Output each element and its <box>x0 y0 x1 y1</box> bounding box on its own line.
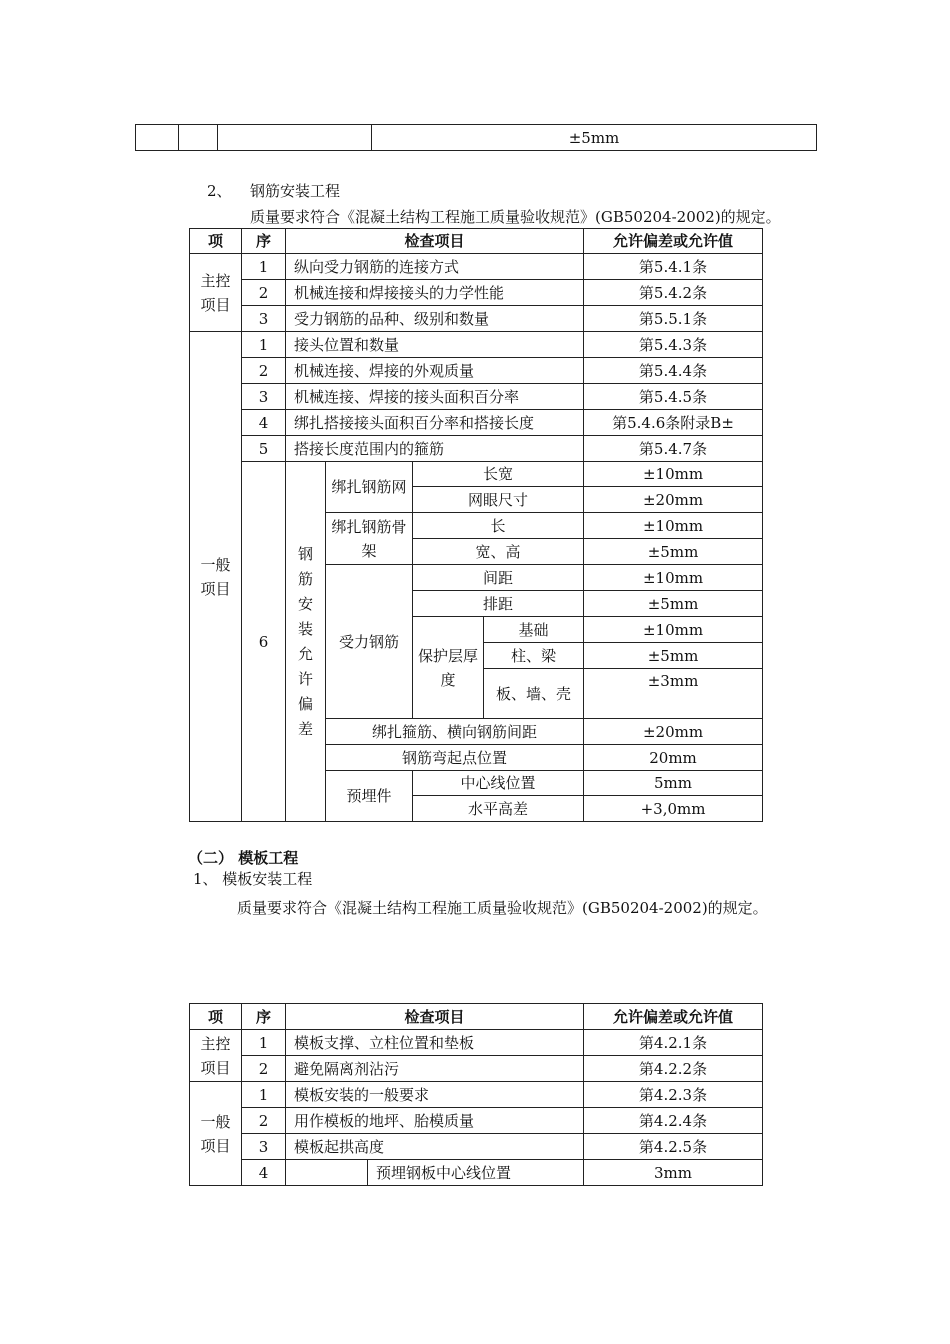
formwork-inspection-table <box>189 1003 763 1186</box>
row-value: 第4.2.3条 <box>584 1082 763 1108</box>
row-item: 机械连接和焊接接头的力学性能 <box>286 280 584 306</box>
row-number: 3 <box>242 384 286 410</box>
vertical-char: 钢 <box>297 544 313 563</box>
section-number: 2、 <box>207 182 232 200</box>
header-sequence: 序 <box>242 1004 286 1030</box>
row-item: 搭接长度范围内的箍筋 <box>286 436 584 462</box>
header-category: 项 <box>190 229 242 254</box>
row-item: 纵向受力钢筋的连接方式 <box>286 254 584 280</box>
slab-label: 板、墙、壳 <box>484 669 584 719</box>
row-value: 第5.4.4条 <box>584 358 763 384</box>
row-number: 5 <box>242 436 286 462</box>
row-number: 1 <box>242 1030 286 1056</box>
row-item: 机械连接、焊接的接头面积百分率 <box>286 384 584 410</box>
row-value: 第5.4.5条 <box>584 384 763 410</box>
frame-length-value: ±10mm <box>584 513 763 539</box>
row-item: 绑扎搭接接头面积百分率和搭接长度 <box>286 410 584 436</box>
row-value: 第5.4.1条 <box>584 254 763 280</box>
section-heading: 钢筋安装工程 <box>250 182 341 200</box>
slab-value: ±3mm <box>584 669 763 719</box>
row-value: 第5.4.3条 <box>584 332 763 358</box>
level-label: 水平高差 <box>413 796 584 822</box>
row-blank <box>286 1160 368 1186</box>
row-value: 第4.2.1条 <box>584 1030 763 1056</box>
center-label: 中心线位置 <box>413 771 584 796</box>
frame-wh-label: 宽、高 <box>413 539 584 565</box>
embed-label: 预埋件 <box>326 771 413 822</box>
top-table-cell <box>179 125 218 151</box>
row-number: 3 <box>242 1134 286 1160</box>
section-b-note: 质量要求符合《混凝土结构工程施工质量验收规范》(GB50204-2002)的规定。 <box>237 899 768 917</box>
section-b-heading: （二） 模板工程 <box>188 849 299 867</box>
row-number: 2 <box>242 1108 286 1134</box>
frame-length-label: 长 <box>413 513 584 539</box>
row-value: 第5.4.7条 <box>584 436 763 462</box>
row-number: 3 <box>242 306 286 332</box>
row-item: 模板安装的一般要求 <box>286 1082 584 1108</box>
row-value: 第4.2.2条 <box>584 1056 763 1082</box>
column-label: 柱、梁 <box>484 643 584 669</box>
top-table-cell <box>136 125 179 151</box>
top-table-cell <box>218 125 372 151</box>
vertical-char: 装 <box>297 619 313 638</box>
frame-wh-value: ±5mm <box>584 539 763 565</box>
row-value: 第4.2.5条 <box>584 1134 763 1160</box>
row-item: 用作模板的地坪、胎模质量 <box>286 1108 584 1134</box>
mesh-label: 绑扎钢筋网 <box>326 462 413 513</box>
row-number: 1 <box>242 1082 286 1108</box>
force-rebar-label: 受力钢筋 <box>326 565 413 719</box>
stirrup-value: ±20mm <box>584 719 763 745</box>
mesh-eye-value: ±20mm <box>584 487 763 513</box>
row-spacing-label: 排距 <box>413 591 584 617</box>
row-item: 模板起拱高度 <box>286 1134 584 1160</box>
vertical-char: 筋 <box>297 569 313 588</box>
header-sequence: 序 <box>242 229 286 254</box>
group-main-control: 主控项目 <box>190 1030 242 1082</box>
row-value: 第5.5.1条 <box>584 306 763 332</box>
section-b-subheading: 1、 模板安装工程 <box>193 870 313 888</box>
header-check-item: 检查项目 <box>286 229 584 254</box>
row-item: 受力钢筋的品种、级别和数量 <box>286 306 584 332</box>
cover-thickness-label: 保护层厚度 <box>413 617 484 719</box>
row-value: 第5.4.6条附录B± <box>584 410 763 436</box>
header-check-item: 检查项目 <box>286 1004 584 1030</box>
level-value: +3,0mm <box>584 796 763 822</box>
row-spacing-value: ±5mm <box>584 591 763 617</box>
row-value: 3mm <box>584 1160 763 1186</box>
row-number: 6 <box>242 462 286 822</box>
group-general: 一般项目 <box>190 332 242 822</box>
mesh-eye-label: 网眼尺寸 <box>413 487 584 513</box>
center-value: 5mm <box>584 771 763 796</box>
stirrup-label: 绑扎箍筋、横向钢筋间距 <box>326 719 584 745</box>
group-general: 一般项目 <box>190 1082 242 1186</box>
frame-label: 绑扎钢筋骨架 <box>326 513 413 565</box>
header-tolerance: 允许偏差或允许值 <box>584 229 763 254</box>
header-category: 项 <box>190 1004 242 1030</box>
vertical-char: 差 <box>297 719 313 738</box>
section-note: 质量要求符合《混凝土结构工程施工质量验收规范》(GB50204-2002)的规定。 <box>250 208 781 226</box>
row-item: 机械连接、焊接的外观质量 <box>286 358 584 384</box>
group-main-control: 主控项目 <box>190 254 242 332</box>
row-number: 2 <box>242 358 286 384</box>
row-number: 4 <box>242 1160 286 1186</box>
spacing-label: 间距 <box>413 565 584 591</box>
row-number: 1 <box>242 332 286 358</box>
vertical-char: 许 <box>297 669 313 688</box>
row-number: 1 <box>242 254 286 280</box>
bend-value: 20mm <box>584 745 763 771</box>
column-value: ±5mm <box>584 643 763 669</box>
top-table-value: ±5mm <box>372 125 817 151</box>
base-value: ±10mm <box>584 617 763 643</box>
mesh-length-value: ±10mm <box>584 462 763 487</box>
rebar-tolerance-vertical-label <box>286 462 326 822</box>
row-number: 4 <box>242 410 286 436</box>
top-table-fragment <box>135 124 817 151</box>
row-item: 接头位置和数量 <box>286 332 584 358</box>
vertical-char: 允 <box>297 644 313 663</box>
row-number: 2 <box>242 1056 286 1082</box>
rebar-inspection-table <box>189 228 763 822</box>
row-item: 预埋钢板中心线位置 <box>368 1160 584 1186</box>
row-item: 模板支撑、立柱位置和垫板 <box>286 1030 584 1056</box>
bend-label: 钢筋弯起点位置 <box>326 745 584 771</box>
row-value: 第5.4.2条 <box>584 280 763 306</box>
spacing-value: ±10mm <box>584 565 763 591</box>
base-label: 基础 <box>484 617 584 643</box>
vertical-char: 安 <box>297 594 313 613</box>
row-item: 避免隔离剂沾污 <box>286 1056 584 1082</box>
header-tolerance: 允许偏差或允许值 <box>584 1004 763 1030</box>
row-value: 第4.2.4条 <box>584 1108 763 1134</box>
row-number: 2 <box>242 280 286 306</box>
vertical-char: 偏 <box>297 694 313 713</box>
mesh-length-label: 长宽 <box>413 462 584 487</box>
